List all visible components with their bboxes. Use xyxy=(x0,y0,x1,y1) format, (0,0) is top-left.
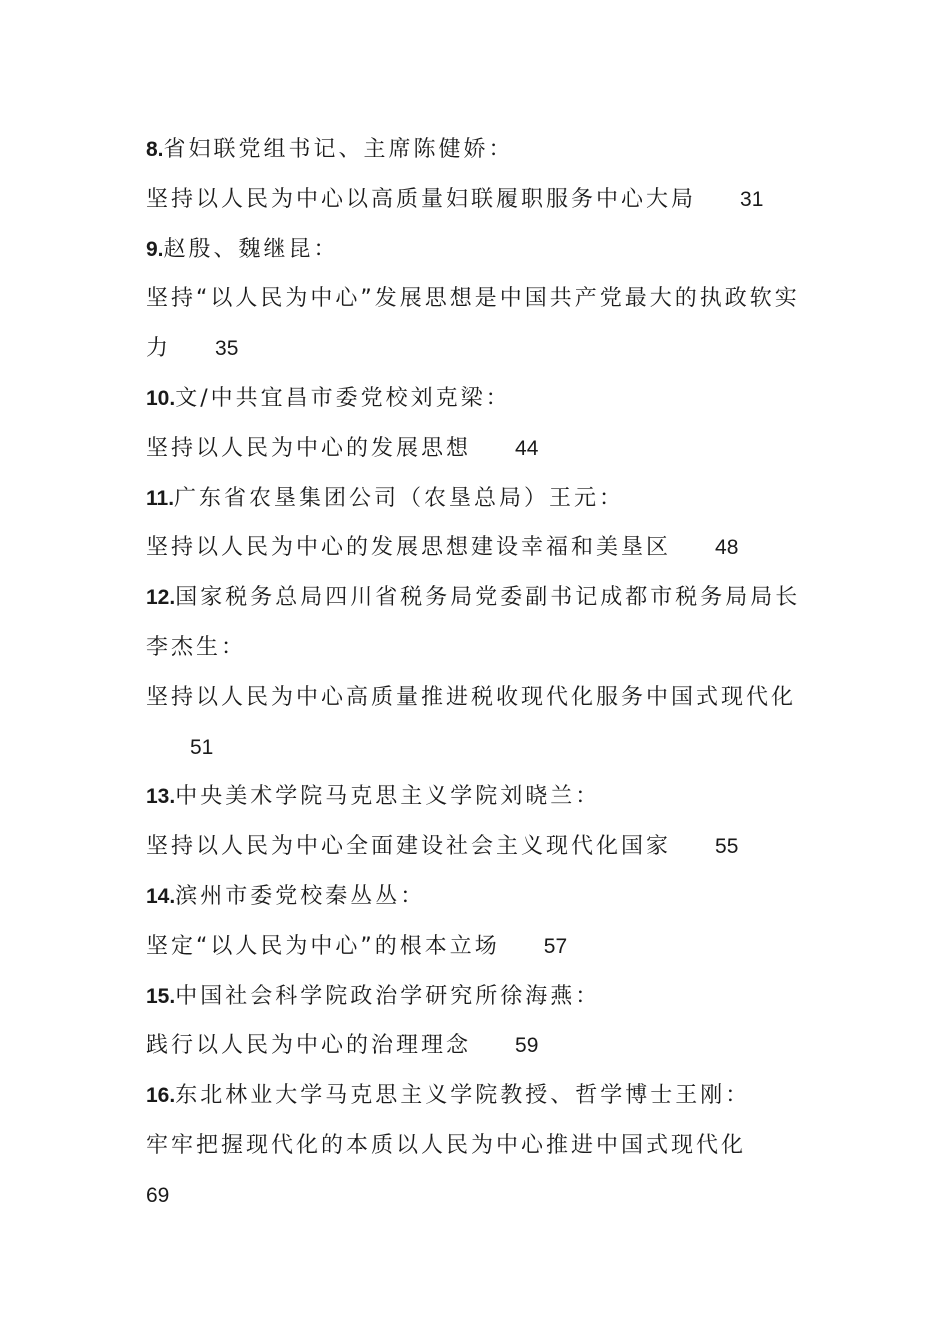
toc-entry-title[interactable] xyxy=(146,673,811,773)
entry-title: 坚定“以人民为中心”的根本立场 xyxy=(146,933,500,959)
entry-title: 坚持以人民为中心全面建设社会主义现代化国家 xyxy=(146,834,672,860)
entry-number: 8. xyxy=(146,138,164,161)
table-of-contents xyxy=(146,125,811,1221)
entry-author: 中国社会科学院政治学研究所徐海燕： xyxy=(175,983,601,1009)
toc-entry-title[interactable] xyxy=(146,523,811,573)
entry-author: 国家税务总局四川省税务局党委副书记成都市税务局局长李杰生： xyxy=(146,585,801,660)
entry-number: 9. xyxy=(146,237,164,261)
entry-page-number: 59 xyxy=(515,1034,539,1058)
entry-number: 11. xyxy=(146,486,175,510)
entry-number: 10. xyxy=(146,386,176,410)
entry-number: 13. xyxy=(146,785,176,809)
toc-entry-title[interactable] xyxy=(146,175,811,225)
toc-entry-page-line xyxy=(146,1171,811,1221)
toc-entry-author xyxy=(146,772,811,822)
entry-author: 省妇联党组书记、主席陈健娇： xyxy=(163,137,514,162)
entry-page-number: 44 xyxy=(515,436,539,460)
toc-entry-author xyxy=(146,872,811,922)
entry-author: 滨州市委党校秦丛丛： xyxy=(175,883,426,909)
toc-entry-title[interactable] xyxy=(146,1121,811,1171)
entry-title: 践行以人民为中心的治理理念 xyxy=(146,1033,472,1059)
toc-entry-author xyxy=(146,374,811,424)
entry-page-number: 31 xyxy=(740,187,764,211)
entry-author: 文/中共宜昌市委党校刘克梁： xyxy=(175,385,511,411)
toc-entry-author xyxy=(146,125,811,175)
toc-entry-author xyxy=(146,1071,811,1121)
entry-page-number: 48 xyxy=(715,536,739,560)
toc-entry-author xyxy=(146,225,811,275)
toc-entry-author xyxy=(146,474,811,524)
entry-title: 坚持“以人民为中心”发展思想是中国共产党最大的执政软实力 xyxy=(146,286,800,362)
entry-author: 东北林业大学马克思主义学院教授、哲学博士王刚： xyxy=(175,1083,751,1109)
entry-author: 中央美术学院马克思主义学院刘晓兰： xyxy=(175,784,601,810)
entry-title: 牢牢把握现代化的本质以人民为中心推进中国式现代化 xyxy=(146,1132,747,1158)
entry-page-number: 55 xyxy=(715,835,739,859)
entry-number: 15. xyxy=(146,984,176,1008)
entry-number: 12. xyxy=(146,586,176,610)
entry-page-number: 57 xyxy=(543,934,568,958)
entry-page-number: 35 xyxy=(215,337,239,361)
entry-title: 坚持以人民为中心的发展思想 xyxy=(146,435,472,461)
toc-entry-title[interactable] xyxy=(146,274,811,374)
entry-title: 坚持以人民为中心高质量推进税收现代化服务中国式现代化 xyxy=(146,684,797,710)
toc-entry-title[interactable] xyxy=(146,922,811,972)
toc-entry-title[interactable] xyxy=(146,1021,811,1071)
entry-author: 广东省农垦集团公司（农垦总局）王元： xyxy=(174,485,625,511)
entry-title: 坚持以人民为中心以高质量妇联履职服务中心大局 xyxy=(146,186,697,212)
entry-number: 14. xyxy=(146,884,176,908)
entry-page-number: 51 xyxy=(190,735,214,759)
toc-entry-author xyxy=(146,573,811,673)
toc-entry-author xyxy=(146,972,811,1022)
toc-entry-title[interactable] xyxy=(146,424,811,474)
entry-title: 坚持以人民为中心的发展思想建设幸福和美垦区 xyxy=(146,535,672,561)
toc-entry-title[interactable] xyxy=(146,822,811,872)
entry-author: 赵殷、魏继昆： xyxy=(163,236,339,262)
entry-page-number: 69 xyxy=(146,1183,170,1207)
entry-number: 16. xyxy=(146,1084,176,1108)
